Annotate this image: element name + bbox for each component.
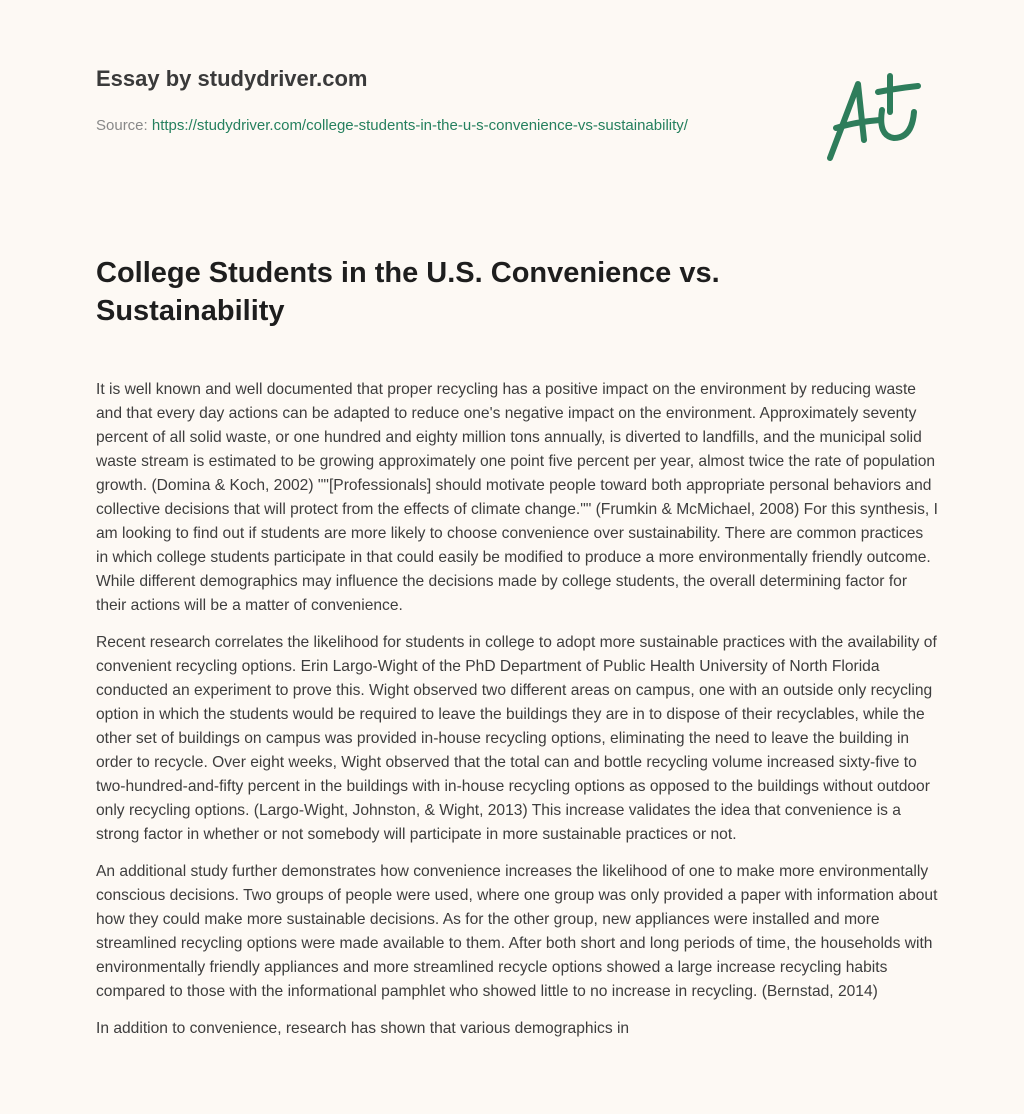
a-plus-logo-icon [820,70,930,165]
header [96,66,796,137]
paragraph: It is well known and well documented that proper recycling has a positive impact on the environment by reducing waste and that every day actions can be adapted to reduce one's negative impact on the environment. Approximately seventy percent of all solid waste, or one hundred and eighty million tons annually, is diverted to landfills, and the municipal solid waste stream is estimated to be growing approximately one point five percent per year, almost twice the rate of population growth. (Domina & Koch, 2002) ""[Professionals] should motivate people toward both appropriate personal behaviors and collective decisions that will protect from the effects of climate change."" (Frumkin & McMichael, 2008) For this synthesis, I am looking to find out if students are more likely to choose convenience over sustainability. There are common practices in which college students participate in that could easily be modified to produce a more environmentally friendly outcome. While different demographics may influence the decisions made by college students, the overall determining factor for their actions will be a matter of convenience. [96,381,938,614]
essay-body [96,378,938,1054]
source-link[interactable]: https://studydriver.com/college-students-in-the-u-s-convenience-vs-sustainability/ [151,117,688,134]
source-label: Source: [96,117,152,134]
paragraph: In addition to convenience, research has shown that various demographics in [96,1020,630,1037]
paragraph: An additional study further demonstrates how convenience increases the likelihood of one to make more environmentally conscious decisions. Two groups of people were used, where one group was only provided a paper with information about how they could make more sustainable decisions. As for the other group, new appliances were installed and more streamlined recycling options were made available to them. After both short and long periods of time, the households with environmentally friendly appliances and more streamlined recycle options showed a large increase recycling habits compared to those with the informational pamphlet who showed little to no increase in recycling. (Bernstad, 2014) [96,863,938,1000]
paragraph: Recent research correlates the likelihood for students in college to adopt more sustainable practices with the availability of convenient recycling options. Erin Largo-Wight of the PhD Department of Public Health University of North Florida conducted an experiment to prove this. Wight observed two different areas on campus, one with an outside only recycling option in which the students would be required to leave the buildings they are in to dispose of their recyclables, while the other set of buildings on campus was provided in-house recycling options, eliminating the need to leave the building in order to recycle. Over eight weeks, Wight observed that the total can and bottle recycling volume increased sixty-five to two-hundred-and-fifty percent in the buildings with in-house recycling options as opposed to the buildings without outdoor only recycling options. (Largo-Wight, Johnston, & Wight, 2013) This increase validates the idea that convenience is a strong factor in whether or not somebody will participate in more sustainable practices or not. [96,634,937,843]
essay-title: College Students in the U.S. Convenience vs. Sustainability [96,257,720,327]
source-line [96,114,796,137]
brand-title: Essay by studydriver.com [96,66,368,91]
